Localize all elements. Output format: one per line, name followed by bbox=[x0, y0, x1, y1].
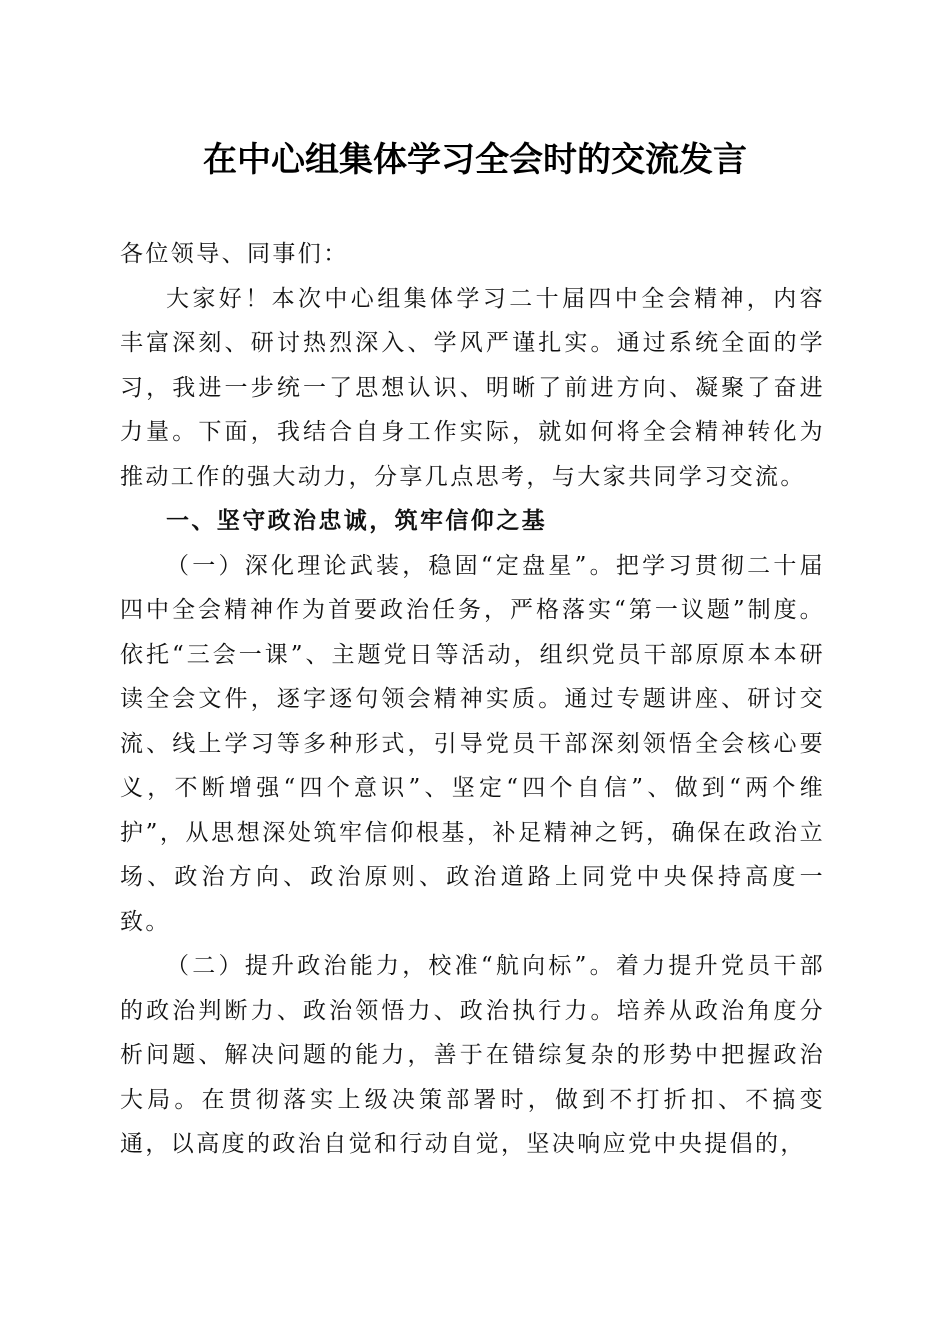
document-body bbox=[120, 232, 825, 1167]
section-heading-1: 一、坚守政治忠诚，筑牢信仰之基 bbox=[166, 507, 547, 534]
subsection-paragraph-2: （二）提升政治能力，校准“航向标”。着力提升党员干部的政治判断力、政治领悟力、政治执行力。培养从政治角度分析问题、解决问题的能力，善于在错综复杂的形势中把握政治大局。在贯彻落实上级决策部署时，做到不打折扣、不搞变通，以高度的政治自觉和行动自觉，坚决响应党中央提倡的， bbox=[120, 953, 825, 1157]
document-title: 在中心组集体学习全会时的交流发言 bbox=[203, 140, 747, 180]
salutation: 各位领导、同事们： bbox=[120, 241, 349, 267]
intro-paragraph: 大家好！本次中心组集体学习二十届四中全会精神，内容丰富深刻、研讨热烈深入、学风严谨扎实。通过系统全面的学习，我进一步统一了思想认识、明晰了前进方向、凝聚了奋进力量。下面，我结合自身工作实际，就如何将全会精神转化为推动工作的强大动力，分享几点思考，与大家共同学习交流。 bbox=[120, 285, 825, 490]
subsection-paragraph-1: （一）深化理论武装，稳固“定盘星”。把学习贯彻二十届四中全会精神作为首要政治任务，严格落实“第一议题”制度。依托“三会一课”、主题党日等活动，组织党员干部原原本本研读全会文件，逐字逐句领会精神实质。通过专题讲座、研讨交流、线上学习等多种形式，引导党员干部深刻领悟全会核心要义，不断增强“四个意识”、坚定“四个自信”、做到“两个维护”，从思想深处筑牢信仰根基，补足精神之钙，确保在政治立场、政治方向、政治原则、政治道路上同党中央保持高度一致。 bbox=[120, 552, 825, 935]
